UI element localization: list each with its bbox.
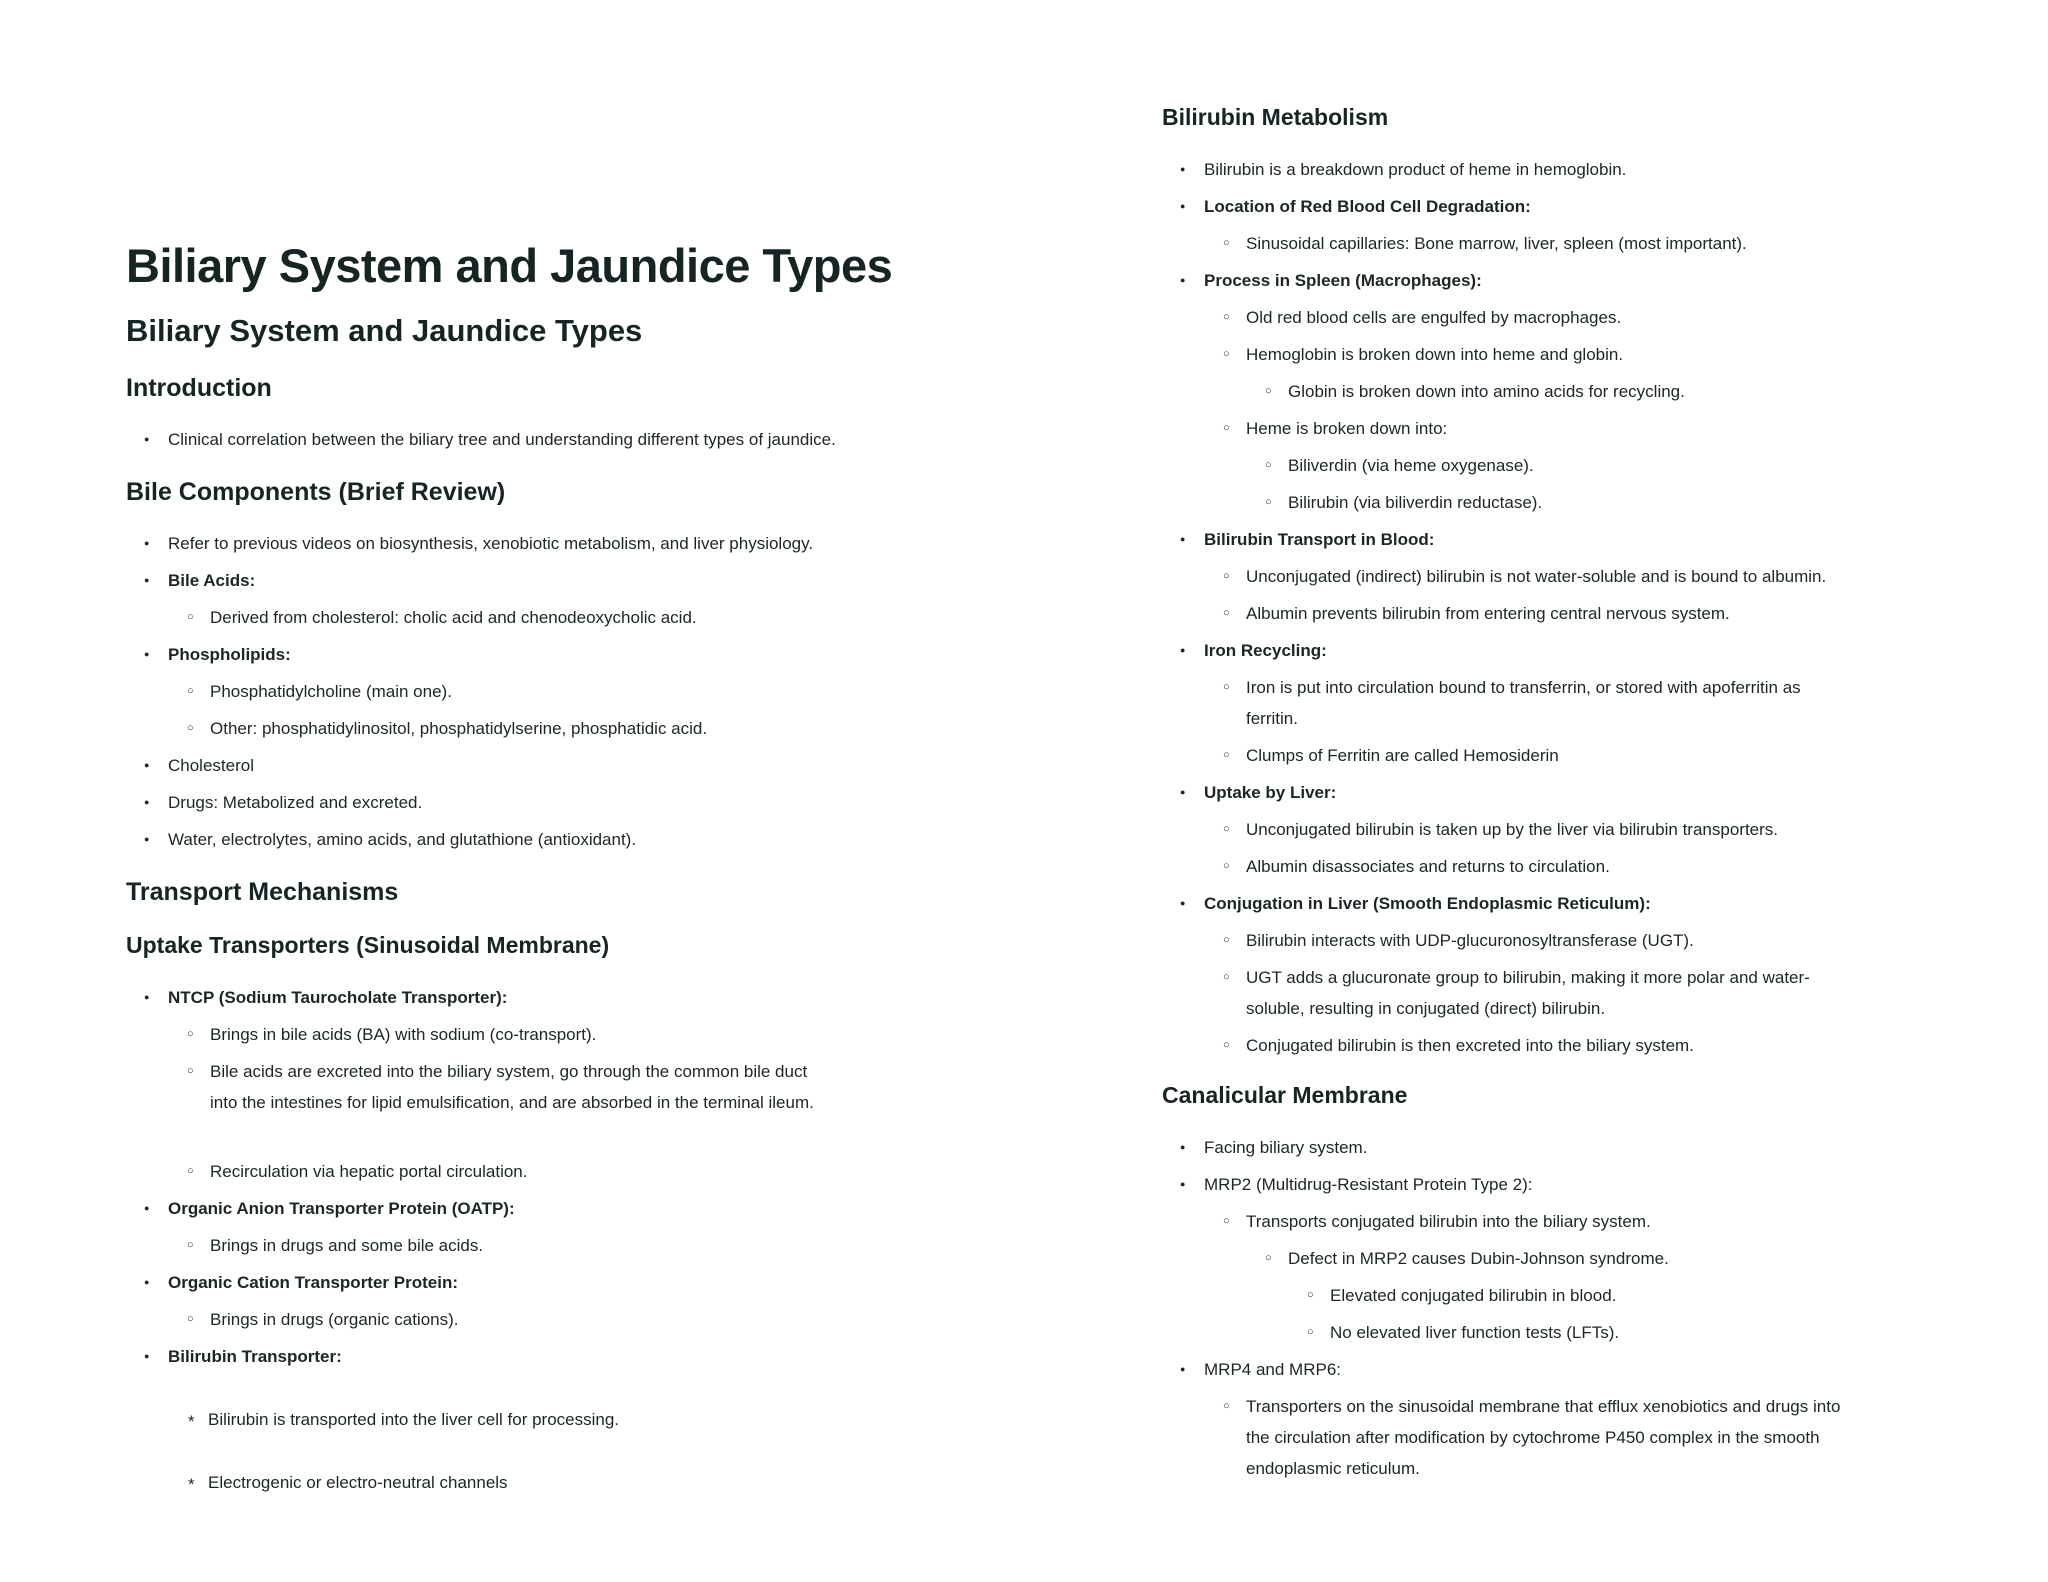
list-item: ○ Albumin prevents bilirubin from entering central nervous system. bbox=[1246, 598, 1886, 629]
list-item: * Electrogenic or electro-neutral channels bbox=[208, 1467, 828, 1498]
list-item: ● Conjugation in Liver (Smooth Endoplasmic Reticulum): bbox=[1204, 888, 1651, 919]
list-item: ○ Transports conjugated bilirubin into the biliary system. bbox=[1246, 1206, 1886, 1237]
list-item: ○ Bile acids are excreted into the biliary system, go through the common bile duct into the intestines for lipid emulsification, and are absorbed in the terminal ileum. bbox=[210, 1056, 830, 1118]
list-item: ○ Bilirubin interacts with UDP-glucuronosyltransferase (UGT). bbox=[1246, 925, 1846, 956]
list-item: ○ Clumps of Ferritin are called Hemosiderin bbox=[1246, 740, 1886, 771]
list-item: ○ Brings in drugs and some bile acids. bbox=[210, 1230, 830, 1261]
list-item: ● Bilirubin is a breakdown product of heme in hemoglobin. bbox=[1204, 154, 1884, 185]
list-item: ○ Iron is put into circulation bound to transferrin, or stored with apoferritin as ferritin. bbox=[1246, 672, 1846, 734]
list-item: * Bilirubin is transported into the liver cell for processing. bbox=[208, 1404, 828, 1435]
list-item: ○ Hemoglobin is broken down into heme and globin. bbox=[1246, 339, 1886, 370]
list-item: ● Refer to previous videos on biosynthesis, xenobiotic metabolism, and liver physiology. bbox=[168, 528, 888, 559]
list-item: ● MRP2 (Multidrug-Resistant Protein Type 2): bbox=[1204, 1169, 1884, 1200]
list-item: ○ Elevated conjugated bilirubin in blood. bbox=[1330, 1280, 1890, 1311]
list-item: ● Organic Cation Transporter Protein: bbox=[168, 1267, 458, 1298]
list-item: ● NTCP (Sodium Taurocholate Transporter): bbox=[168, 982, 507, 1013]
list-item: ● Water, electrolytes, amino acids, and glutathione (antioxidant). bbox=[168, 824, 888, 855]
list-item: ○ Biliverdin (via heme oxygenase). bbox=[1288, 450, 1888, 481]
list-item: ● Phospholipids: bbox=[168, 639, 291, 670]
list-item: ○ Conjugated bilirubin is then excreted into the biliary system. bbox=[1246, 1030, 1886, 1061]
list-item: ○ Old red blood cells are engulfed by macrophages. bbox=[1246, 302, 1886, 333]
page-title: Biliary System and Jaundice Types bbox=[126, 239, 893, 292]
list-item: ○ Derived from cholesterol: cholic acid and chenodeoxycholic acid. bbox=[210, 602, 870, 633]
list-item: ○ Brings in bile acids (BA) with sodium (co-transport). bbox=[210, 1019, 830, 1050]
list-item: ● Facing biliary system. bbox=[1204, 1132, 1884, 1163]
list-item: ● Bile Acids: bbox=[168, 565, 255, 596]
list-item: ● Bilirubin Transport in Blood: bbox=[1204, 524, 1434, 555]
bilirubin-metabolism-heading: Bilirubin Metabolism bbox=[1162, 104, 1389, 130]
list-item: ● Clinical correlation between the biliary tree and understanding different types of jaundice. bbox=[168, 424, 888, 455]
list-item: ○ Recirculation via hepatic portal circulation. bbox=[210, 1156, 830, 1187]
list-item: ● Uptake by Liver: bbox=[1204, 777, 1336, 808]
list-item: ○ Unconjugated (indirect) bilirubin is not water-soluble and is bound to albumin. bbox=[1246, 561, 1886, 592]
list-item: ○ Unconjugated bilirubin is taken up by the liver via bilirubin transporters. bbox=[1246, 814, 1886, 845]
canalicular-membrane-heading: Canalicular Membrane bbox=[1162, 1082, 1408, 1108]
list-item: ○ Globin is broken down into amino acids for recycling. bbox=[1288, 376, 1888, 407]
transport-mechanisms-heading: Transport Mechanisms bbox=[126, 878, 399, 906]
list-item: ● Iron Recycling: bbox=[1204, 635, 1327, 666]
list-item: ○ Heme is broken down into: bbox=[1246, 413, 1886, 444]
list-item: ○ Sinusoidal capillaries: Bone marrow, liver, spleen (most important). bbox=[1246, 228, 1886, 259]
list-item: ○ Brings in drugs (organic cations). bbox=[210, 1304, 830, 1335]
list-item: ○ Phosphatidylcholine (main one). bbox=[210, 676, 870, 707]
list-item: ○ No elevated liver function tests (LFTs). bbox=[1330, 1317, 1890, 1348]
list-item: ● Drugs: Metabolized and excreted. bbox=[168, 787, 422, 818]
introduction-heading: Introduction bbox=[126, 374, 272, 402]
bile-components-heading: Bile Components (Brief Review) bbox=[126, 478, 506, 506]
list-item: ○ Transporters on the sinusoidal membrane that efflux xenobiotics and drugs into the circulation after modification by cytochrome P450 complex in the smooth endoplasmic reticulum. bbox=[1246, 1391, 1846, 1484]
list-item: ● MRP4 and MRP6: bbox=[1204, 1354, 1884, 1385]
list-item: ○ Albumin disassociates and returns to circulation. bbox=[1246, 851, 1886, 882]
uptake-transporters-heading: Uptake Transporters (Sinusoidal Membrane) bbox=[126, 932, 610, 958]
list-item: ○ Other: phosphatidylinositol, phosphatidylserine, phosphatidic acid. bbox=[210, 713, 870, 744]
list-item: ● Cholesterol bbox=[168, 750, 254, 781]
list-item: ● Bilirubin Transporter: bbox=[168, 1341, 342, 1372]
list-item: ● Organic Anion Transporter Protein (OATP): bbox=[168, 1193, 515, 1224]
list-item: ● Process in Spleen (Macrophages): bbox=[1204, 265, 1482, 296]
list-item: ● Location of Red Blood Cell Degradation: bbox=[1204, 191, 1531, 222]
list-item: ○ Defect in MRP2 causes Dubin-Johnson syndrome. bbox=[1288, 1243, 1888, 1274]
list-item: ○ UGT adds a glucuronate group to bilirubin, making it more polar and water-soluble, resulting in conjugated (direct) bilirubin. bbox=[1246, 962, 1846, 1024]
list-item: ○ Bilirubin (via biliverdin reductase). bbox=[1288, 487, 1888, 518]
page-subtitle: Biliary System and Jaundice Types bbox=[126, 313, 643, 348]
